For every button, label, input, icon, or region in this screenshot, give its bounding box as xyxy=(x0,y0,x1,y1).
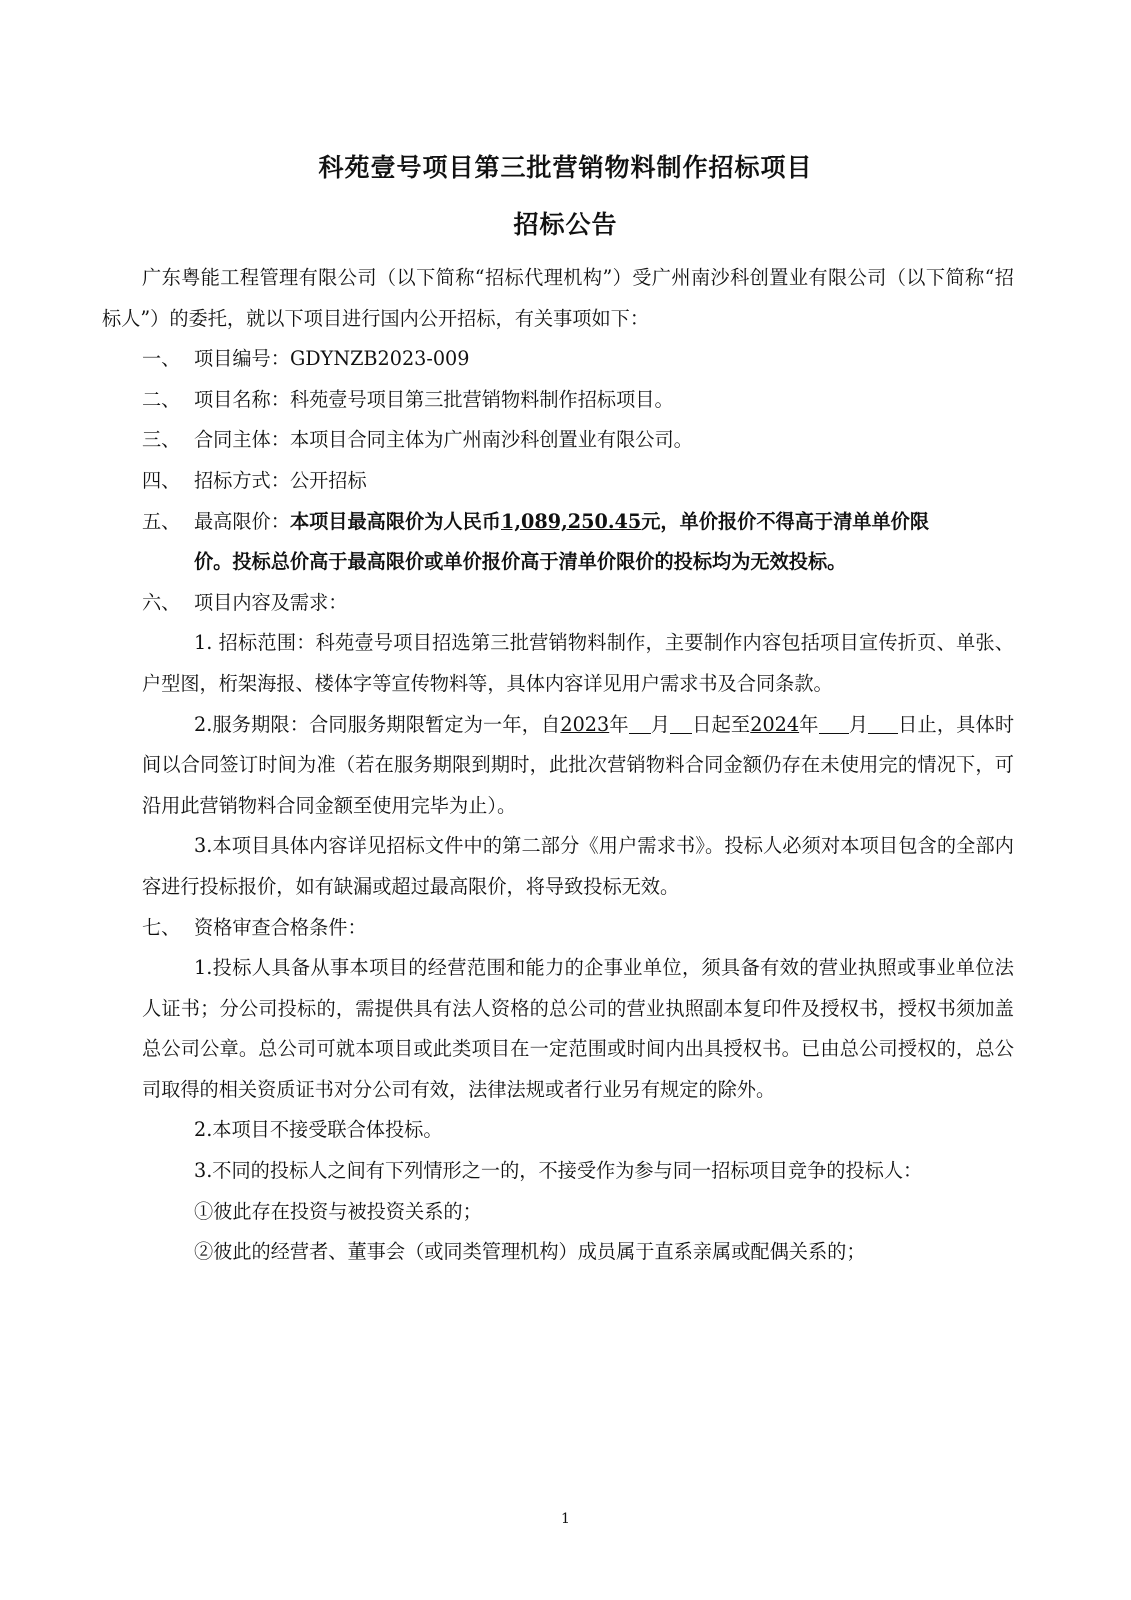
max-price-suffix: 元，单价报价不得高于清单单价限 xyxy=(641,509,930,533)
item-contract-subject xyxy=(102,420,1014,461)
end-day-blank xyxy=(868,713,898,733)
item-max-price xyxy=(102,502,1014,583)
item-number: 四、 xyxy=(142,468,181,492)
year-unit: 年 xyxy=(609,712,629,736)
qualification-1: 1.投标人具备从事本项目的经营范围和能力的企事业单位，须具备有效的营业执照或事业单位法人证书；分公司投标的，需提供具有法人资格的总公司的营业执照副本复印件及授权书，授权书须加盖总公司公章。总公司可就本项目或此类项目在一定范围或时间内出具授权书。已由总公司授权的，总公司取得的相关资质证书对分公司有效，法律法规或者行业另有规定的除外。 xyxy=(142,956,1014,1101)
item-project-number xyxy=(102,339,1014,380)
month-unit: 月 xyxy=(650,712,671,736)
qualification-3-case-1: ①彼此存在投资与被投资关系的； xyxy=(194,1199,482,1223)
page-number: 1 xyxy=(561,1511,570,1527)
item-value: GDYNZB2023-009 xyxy=(289,347,470,371)
start-year: 2023 xyxy=(560,712,610,736)
year-unit: 年 xyxy=(799,712,819,736)
max-price-amount: 1,089,250.45 xyxy=(501,509,642,533)
end-month-blank xyxy=(819,713,849,733)
item-number: 六、 xyxy=(142,590,181,614)
month-unit: 月 xyxy=(848,712,869,736)
bidding-scope: 1. 招标范围：科苑壹号项目招选第三批营销物料制作，主要制作内容包括项目宣传折页、单张、户型图，桁架海报、楼体字等宣传物料等，具体内容详见用户需求书及合同条款。 xyxy=(142,631,1014,695)
item-label: 资格审查合格条件： xyxy=(194,915,367,939)
intro-paragraph: 广东粤能工程管理有限公司（以下简称“招标代理机构”）受广州南沙科创置业有限公司（以下简称“招标人”）的委托，就以下项目进行国内公开招标，有关事项如下： xyxy=(102,266,1014,330)
max-price-line-2: 价。投标总价高于最高限价或单价报价高于清单价限价的投标均为无效投标。 xyxy=(194,550,847,574)
start-day-blank xyxy=(670,713,692,733)
item-label: 项目名称： xyxy=(194,387,290,411)
max-price-prefix: 本项目最高限价为人民币 xyxy=(289,509,501,533)
item-qualification xyxy=(102,908,1014,949)
item-value: 科苑壹号项目第三批营销物料制作招标项目。 xyxy=(289,387,674,411)
item-project-content xyxy=(102,583,1014,624)
start-month-blank xyxy=(629,713,651,733)
item-value: 公开招标 xyxy=(289,468,367,492)
item-label: 项目内容及需求： xyxy=(194,590,348,614)
document-body xyxy=(102,258,1014,1273)
end-year: 2024 xyxy=(750,712,800,736)
qualification-3-case-2: ②彼此的经营者、董事会（或同类管理机构）成员属于直系亲属或配偶关系的； xyxy=(194,1240,866,1264)
service-period-lead: 2.服务期限：合同服务期限暂定为一年，自 xyxy=(194,712,561,736)
item-number: 五、 xyxy=(142,509,181,533)
qualification-3: 3.不同的投标人之间有下列情形之一的，不接受作为参与同一招标项目竞争的投标人： xyxy=(194,1159,923,1183)
day-unit: 日起至 xyxy=(692,712,751,736)
service-period xyxy=(102,705,1014,827)
item-number: 三、 xyxy=(142,428,181,452)
item-label: 项目编号： xyxy=(194,347,290,371)
item-value: 本项目合同主体为广州南沙科创置业有限公司。 xyxy=(289,428,693,452)
item-label: 合同主体： xyxy=(194,428,290,452)
qualification-2: 2.本项目不接受联合体投标。 xyxy=(194,1118,443,1142)
requirements-reference: 3.本项目具体内容详见招标文件中的第二部分《用户需求书》。投标人必须对本项目包含的全部内容进行投标报价，如有缺漏或超过最高限价，将导致投标无效。 xyxy=(142,834,1014,898)
service-period-tail: 日止，具体时间以合同签订时间为准（若在服务期限到期时，此批次营销物料合同金额仍存在未使用完的情况下，可沿用此营销物料合同金额至使用完毕为止）。 xyxy=(142,712,1015,817)
item-bidding-method xyxy=(102,461,1014,502)
item-label: 招标方式： xyxy=(194,468,290,492)
document-title: 科苑壹号项目第三批营销物料制作招标项目 xyxy=(318,153,813,182)
item-project-name xyxy=(102,380,1014,421)
document-subtitle: 招标公告 xyxy=(513,210,618,239)
item-number: 二、 xyxy=(142,387,181,411)
item-number: 一、 xyxy=(142,347,181,371)
item-number: 七、 xyxy=(142,915,181,939)
item-label: 最高限价： xyxy=(194,509,290,533)
